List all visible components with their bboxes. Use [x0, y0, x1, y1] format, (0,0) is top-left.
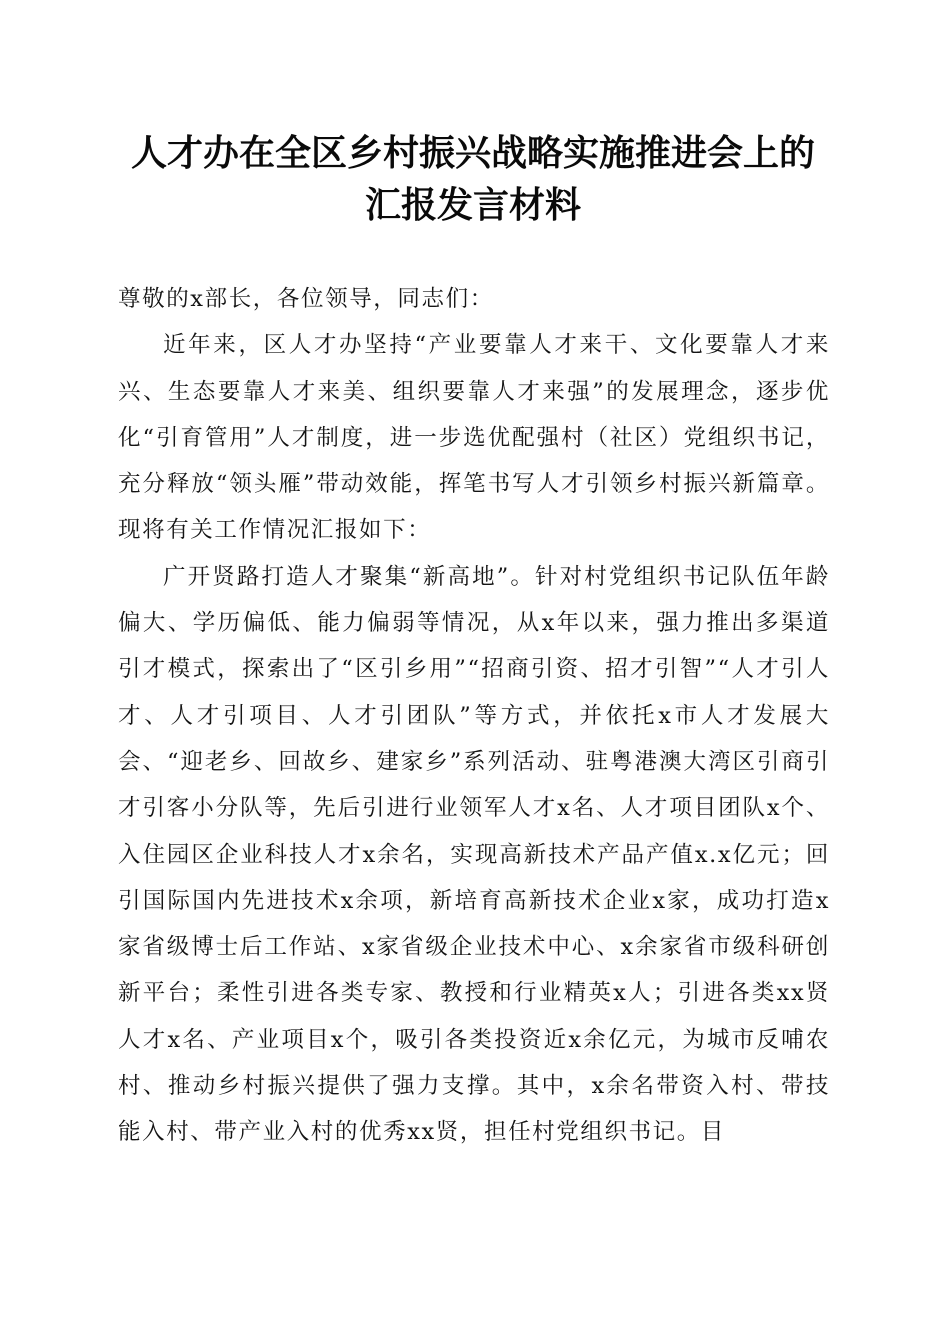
document-title: 人才办在全区乡村振兴战略实施推进会上的汇报发言材料 — [130, 133, 815, 226]
document-body — [118, 276, 830, 1156]
salutation: 尊敬的x部长，各位领导，同志们： — [118, 286, 494, 312]
paragraph-talent-recruitment: 广开贤路打造人才聚集“新高地”。针对村党组织书记队伍年龄偏大、学历偏低、能力偏弱等情况，从x年以来，强力推出多渠道引才模式，探索出了“区引乡用”“招商引资、招才引智”“人才引人才、人才引项目、人才引团队”等方式，并依托x市人才发展大会、“迎老乡、回故乡、建家乡”系列活动、驻粤港澳大湾区引商引才引客小分队等，先后引进行业领军人才x名、人才项目团队x个、入住园区企业科技人才x余名，实现高新技术产品产值x.x亿元；回引国际国内先进技术x余项，新培育高新技术企业x家，成功打造x家省级博士后工作站、x家省级企业技术中心、x余家省市级科研创新平台；柔性引进各类专家、教授和行业精英x人；引进各类xx贤人才x名、产业项目x个，吸引各类投资近x余亿元，为城市反哺农村、推动乡村振兴提供了强力支撑。其中，x余名带资入村、带技能入村、带产业入村的优秀xx贤，担任村党组织书记。目 — [118, 563, 830, 1146]
paragraph-intro: 近年来，区人才办坚持“产业要靠人才来干、文化要靠人才来兴、生态要靠人才来美、组织要靠人才来强”的发展理念，逐步优化“引育管用”人才制度，进一步选优配强村（社区）党组织书记，充分释放“领头雁”带动效能，挥笔书写人才引领乡村振兴新篇章。现将有关工作情况汇报如下： — [118, 332, 830, 544]
